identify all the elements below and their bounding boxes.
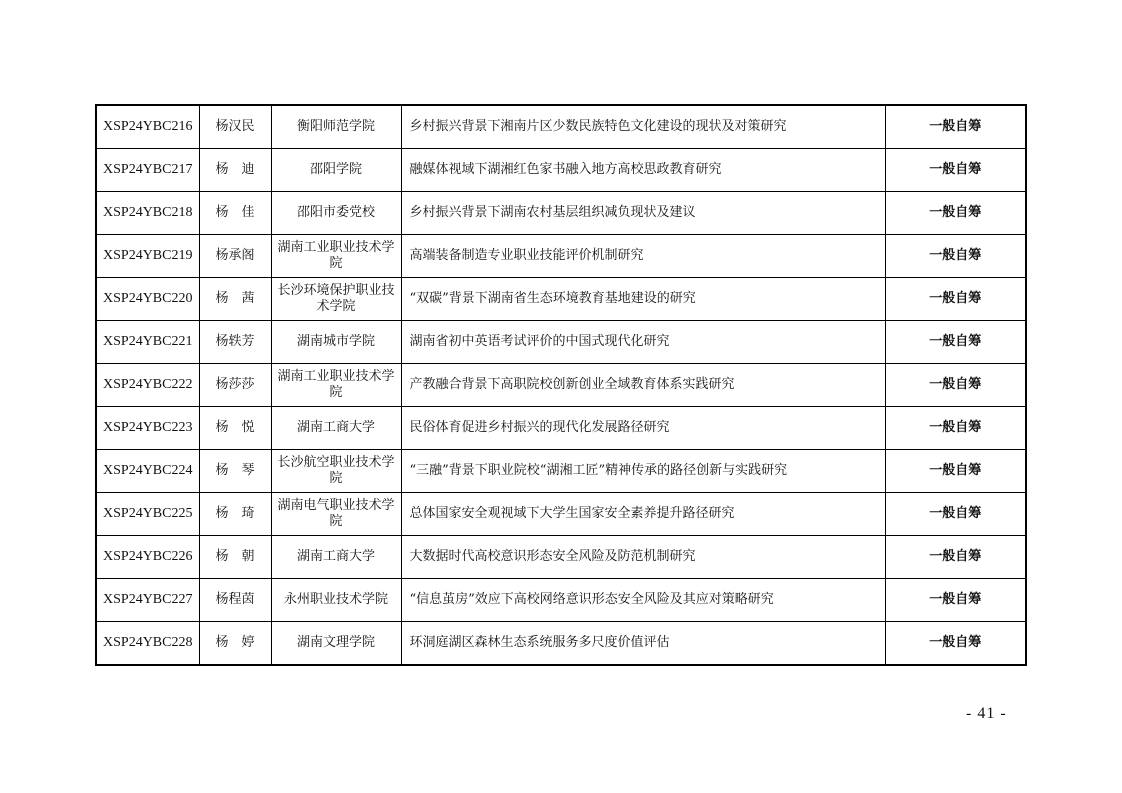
applicant-name: 杨 佳 bbox=[199, 192, 271, 235]
project-code: XSP24YBC219 bbox=[96, 235, 199, 278]
project-category: 一般自筹 bbox=[885, 321, 1026, 364]
project-category: 一般自筹 bbox=[885, 364, 1026, 407]
project-category: 一般自筹 bbox=[885, 493, 1026, 536]
project-code: XSP24YBC218 bbox=[96, 192, 199, 235]
institution: 湖南工商大学 bbox=[271, 536, 401, 579]
institution: 邵阳市委党校 bbox=[271, 192, 401, 235]
institution: 永州职业技术学院 bbox=[271, 579, 401, 622]
institution: 长沙环境保护职业技术学院 bbox=[271, 278, 401, 321]
page-number: - 41 - bbox=[966, 705, 1007, 722]
project-title: 高端装备制造专业职业技能评价机制研究 bbox=[401, 235, 885, 278]
table-row bbox=[96, 493, 1026, 536]
institution: 湖南城市学院 bbox=[271, 321, 401, 364]
table-row bbox=[96, 579, 1026, 622]
project-title: 产教融合背景下高职院校创新创业全域教育体系实践研究 bbox=[401, 364, 885, 407]
applicant-name: 杨程茵 bbox=[199, 579, 271, 622]
table-row bbox=[96, 105, 1026, 149]
project-category: 一般自筹 bbox=[885, 536, 1026, 579]
project-category: 一般自筹 bbox=[885, 450, 1026, 493]
project-code: XSP24YBC217 bbox=[96, 149, 199, 192]
project-title: 融媒体视域下湖湘红色家书融入地方高校思政教育研究 bbox=[401, 149, 885, 192]
applicant-name: 杨汉民 bbox=[199, 105, 271, 149]
project-title: 环洞庭湖区森林生态系统服务多尺度价值评估 bbox=[401, 622, 885, 666]
project-category: 一般自筹 bbox=[885, 235, 1026, 278]
project-code: XSP24YBC221 bbox=[96, 321, 199, 364]
institution: 湖南文理学院 bbox=[271, 622, 401, 666]
project-code: XSP24YBC216 bbox=[96, 105, 199, 149]
applicant-name: 杨 朝 bbox=[199, 536, 271, 579]
project-category: 一般自筹 bbox=[885, 622, 1026, 666]
project-code: XSP24YBC225 bbox=[96, 493, 199, 536]
table-row bbox=[96, 149, 1026, 192]
project-category: 一般自筹 bbox=[885, 192, 1026, 235]
applicant-name: 杨轶芳 bbox=[199, 321, 271, 364]
table-row bbox=[96, 450, 1026, 493]
institution: 湖南工商大学 bbox=[271, 407, 401, 450]
project-title: 民俗体育促进乡村振兴的现代化发展路径研究 bbox=[401, 407, 885, 450]
project-code: XSP24YBC226 bbox=[96, 536, 199, 579]
project-list-body bbox=[96, 105, 1026, 665]
project-title: 乡村振兴背景下湘南片区少数民族特色文化建设的现状及对策研究 bbox=[401, 105, 885, 149]
project-title: 湖南省初中英语考试评价的中国式现代化研究 bbox=[401, 321, 885, 364]
institution: 邵阳学院 bbox=[271, 149, 401, 192]
project-list-table bbox=[95, 104, 1027, 666]
institution: 衡阳师范学院 bbox=[271, 105, 401, 149]
project-category: 一般自筹 bbox=[885, 407, 1026, 450]
project-code: XSP24YBC220 bbox=[96, 278, 199, 321]
project-code: XSP24YBC223 bbox=[96, 407, 199, 450]
project-category: 一般自筹 bbox=[885, 105, 1026, 149]
project-category: 一般自筹 bbox=[885, 278, 1026, 321]
project-title: “三融”背景下职业院校“湖湘工匠”精神传承的路径创新与实践研究 bbox=[401, 450, 885, 493]
institution: 湖南电气职业技术学院 bbox=[271, 493, 401, 536]
table-row bbox=[96, 536, 1026, 579]
table-row bbox=[96, 278, 1026, 321]
institution: 湖南工业职业技术学院 bbox=[271, 235, 401, 278]
applicant-name: 杨 琦 bbox=[199, 493, 271, 536]
table-row bbox=[96, 622, 1026, 666]
project-category: 一般自筹 bbox=[885, 579, 1026, 622]
project-code: XSP24YBC228 bbox=[96, 622, 199, 666]
project-title: 乡村振兴背景下湖南农村基层组织减负现状及建议 bbox=[401, 192, 885, 235]
institution: 长沙航空职业技术学院 bbox=[271, 450, 401, 493]
applicant-name: 杨承阁 bbox=[199, 235, 271, 278]
project-code: XSP24YBC227 bbox=[96, 579, 199, 622]
applicant-name: 杨 悦 bbox=[199, 407, 271, 450]
applicant-name: 杨 婷 bbox=[199, 622, 271, 666]
project-title: “信息茧房”效应下高校网络意识形态安全风险及其应对策略研究 bbox=[401, 579, 885, 622]
table-row bbox=[96, 192, 1026, 235]
table-row bbox=[96, 235, 1026, 278]
applicant-name: 杨 茜 bbox=[199, 278, 271, 321]
applicant-name: 杨莎莎 bbox=[199, 364, 271, 407]
applicant-name: 杨 迪 bbox=[199, 149, 271, 192]
project-code: XSP24YBC222 bbox=[96, 364, 199, 407]
project-code: XSP24YBC224 bbox=[96, 450, 199, 493]
project-category: 一般自筹 bbox=[885, 149, 1026, 192]
project-title: 大数据时代高校意识形态安全风险及防范机制研究 bbox=[401, 536, 885, 579]
table-row bbox=[96, 321, 1026, 364]
table-row bbox=[96, 407, 1026, 450]
project-title: 总体国家安全观视域下大学生国家安全素养提升路径研究 bbox=[401, 493, 885, 536]
table-row bbox=[96, 364, 1026, 407]
project-title: “双碳”背景下湖南省生态环境教育基地建设的研究 bbox=[401, 278, 885, 321]
institution: 湖南工业职业技术学院 bbox=[271, 364, 401, 407]
applicant-name: 杨 琴 bbox=[199, 450, 271, 493]
